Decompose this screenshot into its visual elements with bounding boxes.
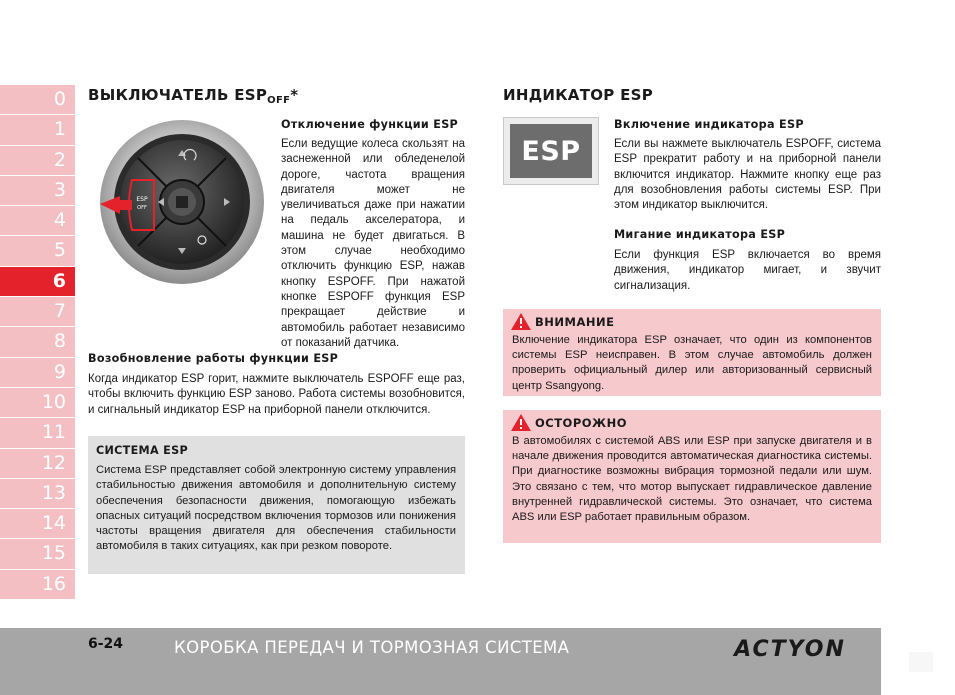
switch-esp-label: ESP: [136, 196, 148, 203]
chapter-tab-0[interactable]: 0: [0, 85, 75, 114]
resume-heading: Возобновление работы функции ESP: [88, 352, 339, 365]
chapter-tab-6[interactable]: 6: [0, 267, 75, 296]
esp-switch-heading: [88, 86, 298, 106]
warning-icon: [511, 313, 531, 330]
attention-title: ВНИМАНИЕ: [535, 315, 615, 329]
chapter-tab-12[interactable]: 12: [0, 449, 75, 478]
footer: [0, 628, 881, 695]
chapter-tab-13[interactable]: 13: [0, 479, 75, 508]
system-heading: СИСТЕМА ESP: [96, 444, 188, 457]
chapter-tab-5[interactable]: 5: [0, 236, 75, 265]
actyon-logo: [710, 634, 870, 662]
caution-title: ОСТОРОЖНО: [535, 416, 628, 430]
chapter-tab-10[interactable]: 10: [0, 388, 75, 417]
chapter-tab-11[interactable]: 11: [0, 418, 75, 447]
page-number: 6-24: [88, 636, 124, 652]
brand-text: ACTYON: [734, 637, 846, 662]
warning-icon: [511, 414, 531, 431]
chapter-tab-16[interactable]: 16: [0, 570, 75, 599]
esp-indicator-label: ESP: [510, 124, 592, 178]
heading-main-text: ВЫКЛЮЧАТЕЛЬ ESP: [88, 86, 268, 104]
resume-text: Когда индикатор ESP горит, нажмите выключатель ESPOFF еще раз, чтобы включить функцию ESP заново. Работа системы возобновится, и сигнальный индикатор ESP на приборной панели отключится.: [88, 373, 465, 416]
attention-text: Включение индикатора ESP означает, что один из компонентов системы ESP неисправен. В этом случае автомобиль должен проверить официальный дилер или авторизованный сервисный центр Ssangyong.: [512, 334, 872, 392]
off-heading: Отключение функции ESP: [281, 118, 459, 131]
blink-heading: Мигание индикатора ESP: [614, 228, 786, 241]
off-text: Если ведущие колеса скользят на заснеженной или обледенелой дороге, частота вращения двигателя может не увеличиваться даже при нажатии на педаль акселератора, и машина не будет двигаться. В этом случае необходимо отключить функцию ESP, нажав кнопку ESPOFF. При нажатой кнопке ESPOFF функция ESP прекращает действие и автомобиль работает независимо от показаний датчика.: [281, 138, 465, 349]
chapter-tab-8[interactable]: 8: [0, 327, 75, 356]
chapter-tab-14[interactable]: 14: [0, 509, 75, 538]
system-text: Система ESP представляет собой электронную систему управления стабильностью движения автомобиля и дополнительную систему обеспечения безопасности движения, помогающую избежать опасных ситуаций посредством включения тормозов или понижения частоты вращения двигателя для обеспечения стабильности автомобиля в таких ситуациях, как при резком повороте.: [96, 464, 456, 553]
caution-text: В автомобилях с системой ABS или ESP при запуске двигателя и в начале движения проводится автоматическая диагностика системы. При диагностике возможны вибрация тормозной педали или шум. Это связано с тем, что мотор выпускает гидравлическое давление внутренней гидравлической системы. Это означает, что система ABS или ESP работает правильным образом.: [512, 435, 872, 524]
esp-switch-image: [98, 118, 266, 286]
blink-text: Если функция ESP включается во время движения, индикатор мигает, и звучит сигнализация.: [614, 249, 881, 292]
chapter-tab-3[interactable]: 3: [0, 176, 75, 205]
switch-off-label: OFF: [137, 205, 147, 211]
caution-box: [503, 410, 881, 543]
chapter-tab-9[interactable]: 9: [0, 358, 75, 387]
heading-sub-text: OFF: [267, 95, 291, 106]
heading-star: *: [290, 86, 299, 104]
attention-box: [503, 309, 881, 396]
indicator-heading: ИНДИКАТОР ESP: [503, 86, 654, 104]
chapter-tab-1[interactable]: 1: [0, 115, 75, 144]
chapter-tabs: [0, 85, 75, 600]
esp-indicator-image: [503, 117, 599, 185]
system-esp-box: [88, 436, 465, 574]
footer-title: КОРОБКА ПЕРЕДАЧ И ТОРМОЗНАЯ СИСТЕМА: [174, 638, 570, 657]
chapter-tab-15[interactable]: 15: [0, 539, 75, 568]
on-heading: Включение индикатора ESP: [614, 118, 804, 131]
page-corner: [909, 652, 933, 672]
chapter-tab-4[interactable]: 4: [0, 206, 75, 235]
on-text: Если вы нажмете выключатель ESPOFF, система ESP прекратит работу и на приборной панели включится индикатор. Нажмите кнопку еще раз для возобновления работы системы ESP. При этом индикатор выключится.: [614, 138, 881, 212]
chapter-tab-7[interactable]: 7: [0, 297, 75, 326]
chapter-tab-2[interactable]: 2: [0, 146, 75, 175]
